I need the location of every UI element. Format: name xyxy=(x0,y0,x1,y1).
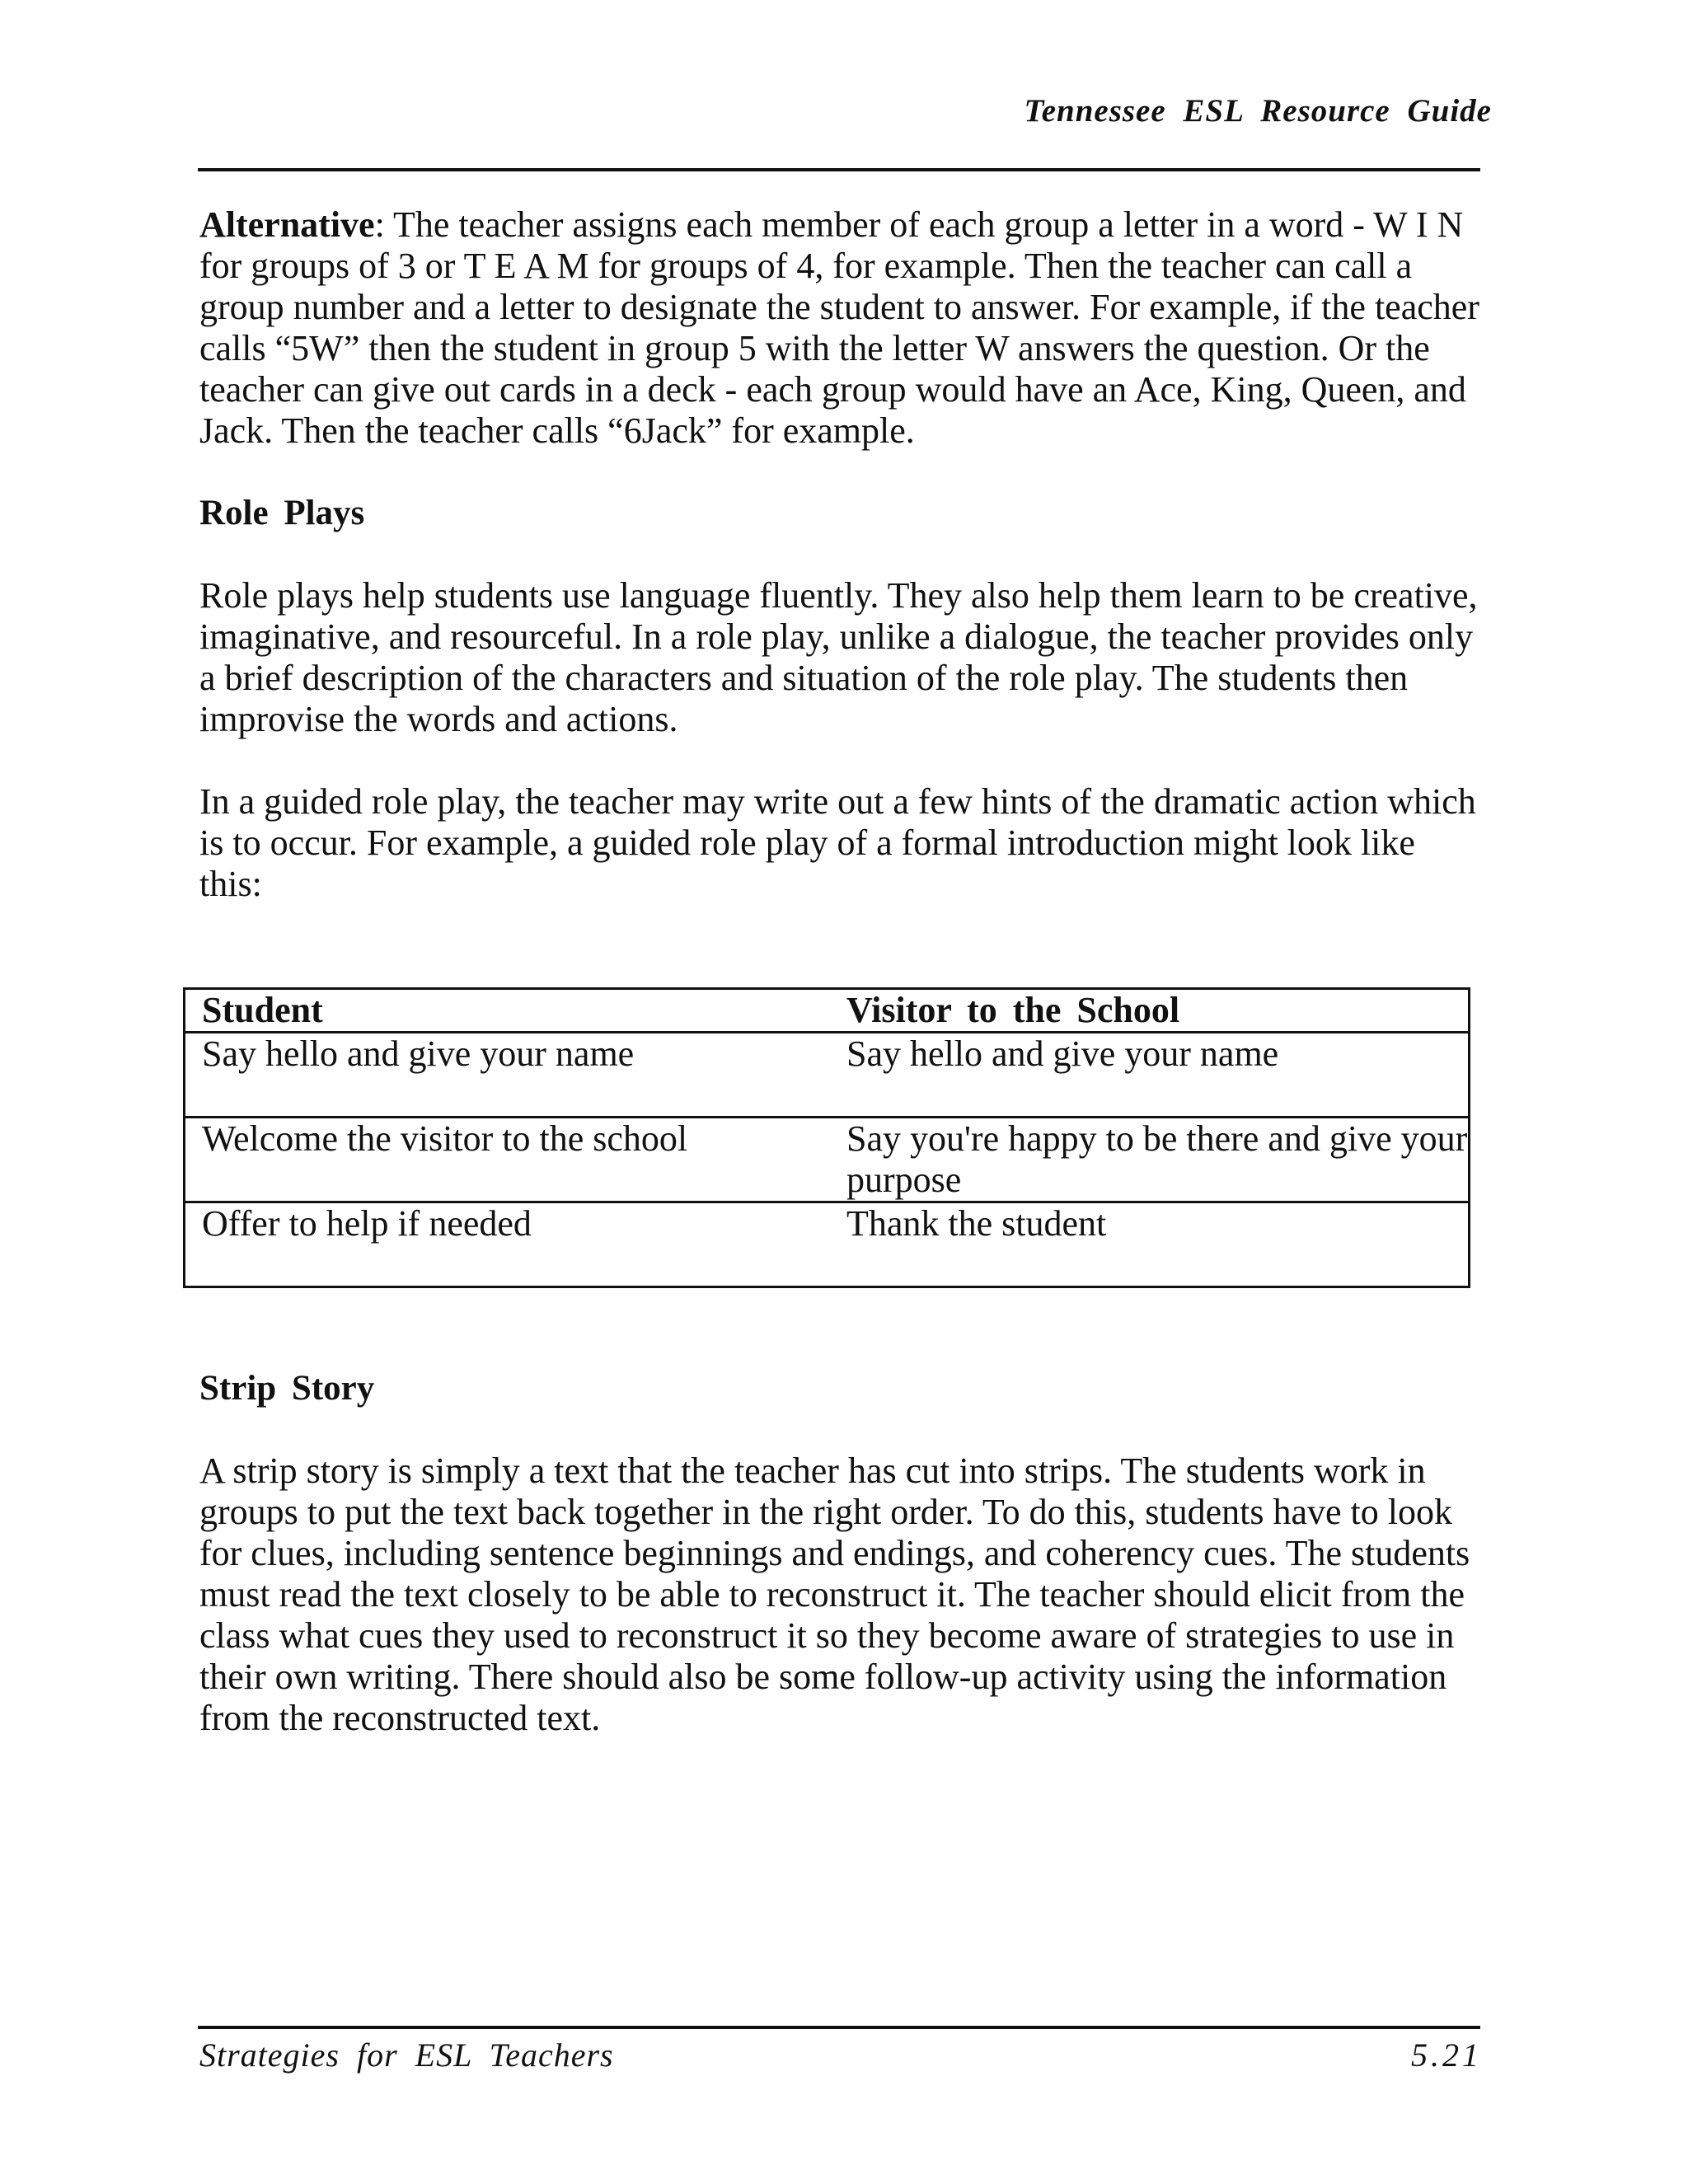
running-footer-title: Strategies for ESL Teachers xyxy=(199,2036,614,2074)
role-plays-paragraph-2: In a guided role play, the teacher may write out a few hints of the dramatic action which is to occur. For example, a guided role play of a formal introduction might look like this: xyxy=(199,781,1476,904)
footer-rule xyxy=(198,2026,1480,2029)
strip-story-paragraph: A strip story is simply a text that the teacher has cut into strips. The students work in groups to put the text back together in the right order. To do this, students have to look for clues, including sentence beginnings and endings, and coherency cues. The students must read the text closely to be able to reconstruct it. The teacher should elicit from the class what cues they used to reconstruct it so they become aware of strategies to use in their own writing. There should also be some follow-up activity using the information from the reconstructed text. xyxy=(199,1451,1470,1738)
table-row xyxy=(185,1033,1470,1118)
table-cell-visitor: Say you're happy to be there and give your purpose xyxy=(828,1118,1470,1202)
strip-story-section xyxy=(199,1368,1485,1739)
alternative-text: : The teacher assigns each member of each group a letter in a word - W I N for groups of 3 or T E A M for groups of 4, for example. Then the teacher can call a group number and a letter to designate the student to answer. For example, if the teacher calls “5W” then the student in group 5 with the letter W answers the question. Or the teacher can give out cards in a deck - each group would have an Ace, King, Queen, and Jack. Then the teacher calls “6Jack” for example. xyxy=(199,204,1479,451)
role-plays-heading: Role Plays xyxy=(199,494,365,532)
table-header-student: Student xyxy=(185,989,829,1033)
alternative-paragraph xyxy=(199,204,1485,452)
table-cell-visitor: Say hello and give your name xyxy=(828,1033,1470,1118)
running-header-title: Tennessee ESL Resource Guide xyxy=(1024,93,1492,129)
table-cell-student: Offer to help if needed xyxy=(185,1202,829,1287)
main-text xyxy=(199,204,1485,905)
table-cell-student: Say hello and give your name xyxy=(185,1033,829,1118)
role-plays-paragraph-1: Role plays help students use language fluently. They also help them learn to be creative, imaginative, and resourceful. In a role play, unlike a dialogue, the teacher provides only a brief description of the characters and situation of the role play. The students then improvise the words and actions. xyxy=(199,575,1478,739)
table-header-row xyxy=(185,989,1470,1033)
guided-role-play-table xyxy=(183,987,1470,1288)
table-cell-student: Welcome the visitor to the school xyxy=(185,1118,829,1202)
table-header-visitor: Visitor to the School xyxy=(828,989,1470,1033)
table-row xyxy=(185,1118,1470,1202)
table-cell-visitor: Thank the student xyxy=(828,1202,1470,1287)
alternative-lead: Alternative xyxy=(199,204,375,245)
header-rule xyxy=(198,168,1480,171)
table-row xyxy=(185,1202,1470,1287)
page-number: 5.21 xyxy=(1411,2036,1482,2074)
strip-story-heading: Strip Story xyxy=(199,1369,375,1408)
